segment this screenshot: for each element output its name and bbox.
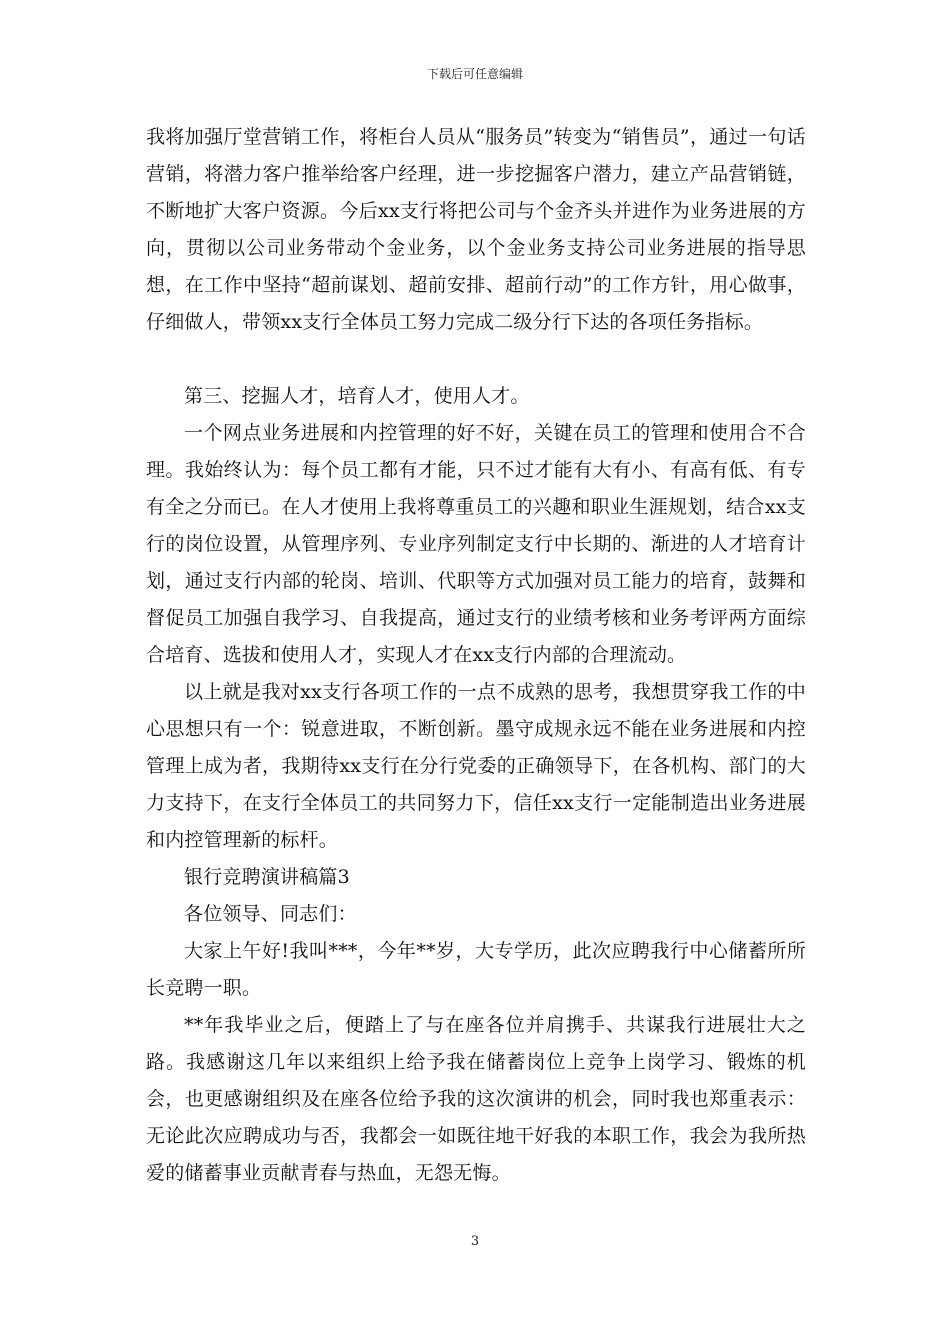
page-header: 下载后可任意编辑: [426, 67, 523, 81]
page-number: 3: [470, 1234, 480, 1249]
document-body: [146, 119, 806, 1192]
paragraph-greeting: 大家上午好!我叫***，今年**岁，大专学历，此次应聘我行中心储蓄所所长竞聘一职。: [146, 940, 806, 999]
section-heading-talent: 第三、挖掘人才，培育人才，使用人才。: [184, 385, 530, 407]
paragraph-marketing: 我将加强厅堂营销工作，将柜台人员从“服务员”转变为“销售员”，通过一句话营销，将潜力客户推举给客户经理，进一步挖掘客户潜力，建立产品营销链，不断地扩大客户资源。今后xx支行将把公司与个金齐头并进作为业务进展的方向，贯彻以公司业务带动个金业务，以个金业务支持公司业务进展的指导思想，在工作中坚持“超前谋划、超前安排、超前行动”的工作方针，用心做事，仔细做人，带领xx支行全体员工努力完成二级分行下达的各项任务指标。: [146, 126, 806, 333]
paragraph-talent: 一个网点业务进展和内控管理的好不好，关键在员工的管理和使用合不合理。我始终认为：每个员工都有才能，只不过才能有大有小、有高有低、有专有全之分而已。在人才使用上我将尊重员工的兴趣和职业生涯规划，结合xx支行的岗位设置，从管理序列、专业序列制定支行中长期的、渐进的人才培育计划，通过支行内部的轮岗、培训、代职等方式加强对员工能力的培育，鼓舞和督促员工加强自我学习、自我提高，通过支行的业绩考核和业务考评两方面综合培育、选拔和使用人才，实现人才在xx支行内部的合理流动。: [146, 422, 806, 666]
paragraph-conclusion: 以上就是我对xx支行各项工作的一点不成熟的思考，我想贯穿我工作的中心思想只有一个：锐意进取，不断创新。墨守成规永远不能在业务进展和内控管理上成为者，我期待xx支行在分行党委的正确领导下，在各机构、部门的大力支持下，在支行全体员工的共同努力下，信任xx支行一定能制造出业务进展和内控管理新的标杆。: [146, 681, 806, 851]
speech-title: 银行竞聘演讲稿篇3: [184, 866, 350, 888]
paragraph-gap: [146, 341, 806, 378]
speech-salutation: 各位领导、同志们：: [184, 903, 357, 925]
paragraph-gratitude: **年我毕业之后，便踏上了与在座各位并肩携手、共谋我行进展壮大之路。我感谢这几年以来组织上给予我在储蓄岗位上竞争上岗学习、锻炼的机会，也更感谢组织及在座各位给予我的这次演讲的机会，同时我也郑重表示：无论此次应聘成功与否，我都会一如既往地干好我的本职工作，我会为我所热爱的储蓄事业贡献青春与热血，无怨无悔。: [146, 1014, 806, 1184]
